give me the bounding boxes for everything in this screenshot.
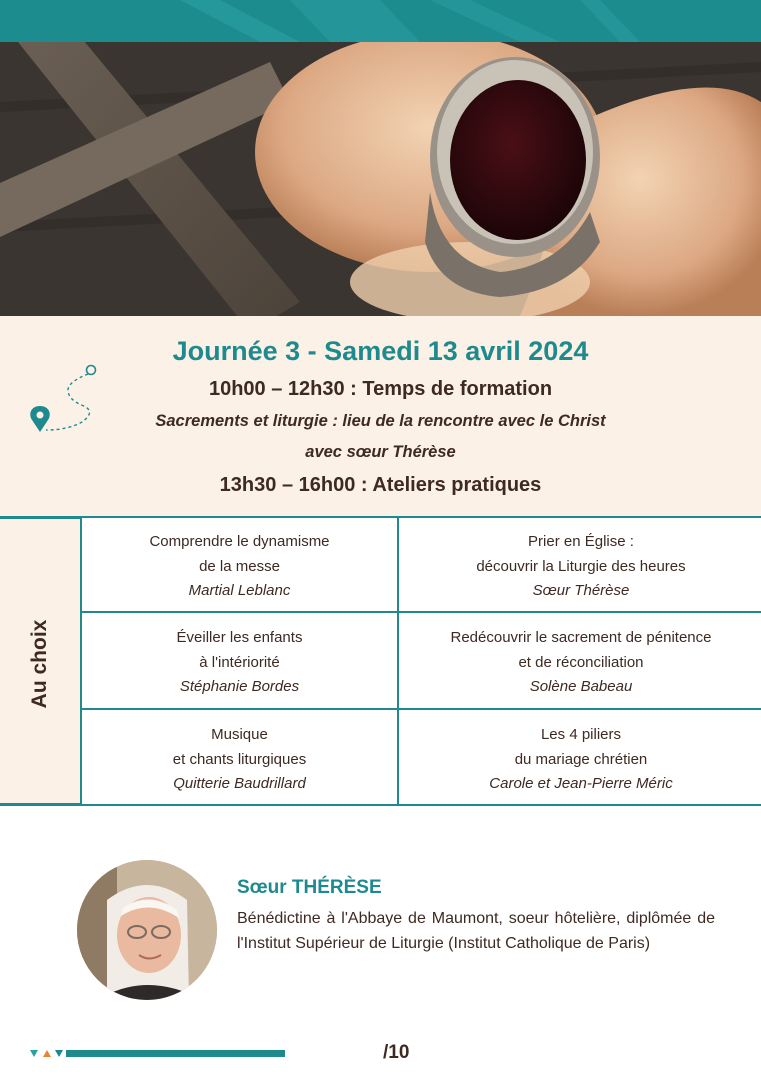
top-band: [0, 0, 761, 42]
workshop-speaker: Carole et Jean-Pierre Méric: [489, 775, 673, 792]
workshop-cell: [399, 530, 761, 604]
footer-bar: [66, 1050, 285, 1057]
workshop-title-line: Les 4 piliers: [540, 726, 622, 743]
workshop-speaker: Stéphanie Bordes: [179, 678, 300, 695]
workshop-title-line: de la messe: [199, 557, 280, 575]
workshop-title-line: Musique: [211, 726, 268, 743]
workshop-title-line: Comprendre le dynamisme: [149, 533, 330, 550]
workshop-speaker: Solène Babeau: [529, 678, 633, 695]
grid-line: [82, 804, 761, 806]
workshop-cell: [82, 530, 397, 604]
grid-line: [82, 516, 761, 518]
workshop-title-line: et chants liturgiques: [172, 750, 307, 768]
day-header: [0, 316, 761, 516]
workshop-title-line: découvrir la Liturgie des heures: [476, 557, 686, 575]
workshop-title-line: et de réconciliation: [518, 653, 644, 671]
workshop-title-line: Prier en Église :: [528, 533, 634, 550]
session-ateliers: 13h30 – 16h00 : Ateliers pratiques: [219, 474, 542, 496]
workshop-speaker: Martial Leblanc: [188, 582, 291, 599]
workshop-cell: [82, 626, 397, 700]
session-formation: 10h00 – 12h30 : Temps de formation: [208, 378, 553, 400]
session-formation-speaker: avec sœur Thérèse: [305, 443, 456, 461]
hero-photo-chalice-bread: [0, 42, 761, 316]
grid-line: [82, 611, 761, 613]
page-number: /10: [383, 1042, 410, 1063]
au-choix-label: [0, 516, 80, 806]
side-label-text: Au choix: [28, 619, 51, 709]
speaker-portrait: [77, 860, 217, 1000]
session-formation-subtitle: Sacrements et liturgie : lieu de la rencontre avec le Christ: [155, 412, 606, 430]
workshop-cell: [82, 723, 397, 797]
workshops-table: [0, 516, 761, 808]
grid-line: [82, 708, 761, 710]
workshop-title-line: du mariage chrétien: [514, 750, 648, 768]
workshops-grid: [80, 516, 761, 806]
workshop-title-line: à l'intériorité: [199, 653, 280, 671]
workshop-speaker: Quitterie Baudrillard: [173, 775, 306, 792]
workshop-speaker: Sœur Thérèse: [532, 582, 630, 599]
workshop-cell: [399, 723, 761, 797]
day-title: Journée 3 - Samedi 13 avril 2024: [172, 336, 589, 366]
footer-triangles-icon: [30, 1049, 64, 1059]
workshop-cell: [399, 626, 761, 700]
speaker-bio: Bénédictine à l'Abbaye de Maumont, soeur hôtelière, diplômée de l'Institut Supérieur de Liturgie (Institut Catholique de Paris): [237, 910, 715, 952]
top-band-pattern: [0, 0, 761, 42]
workshop-title-line: Redécouvrir le sacrement de pénitence: [450, 629, 712, 646]
speaker-name: Sœur THÉRÈSE: [237, 877, 382, 898]
workshop-title-line: Éveiller les enfants: [176, 629, 303, 646]
